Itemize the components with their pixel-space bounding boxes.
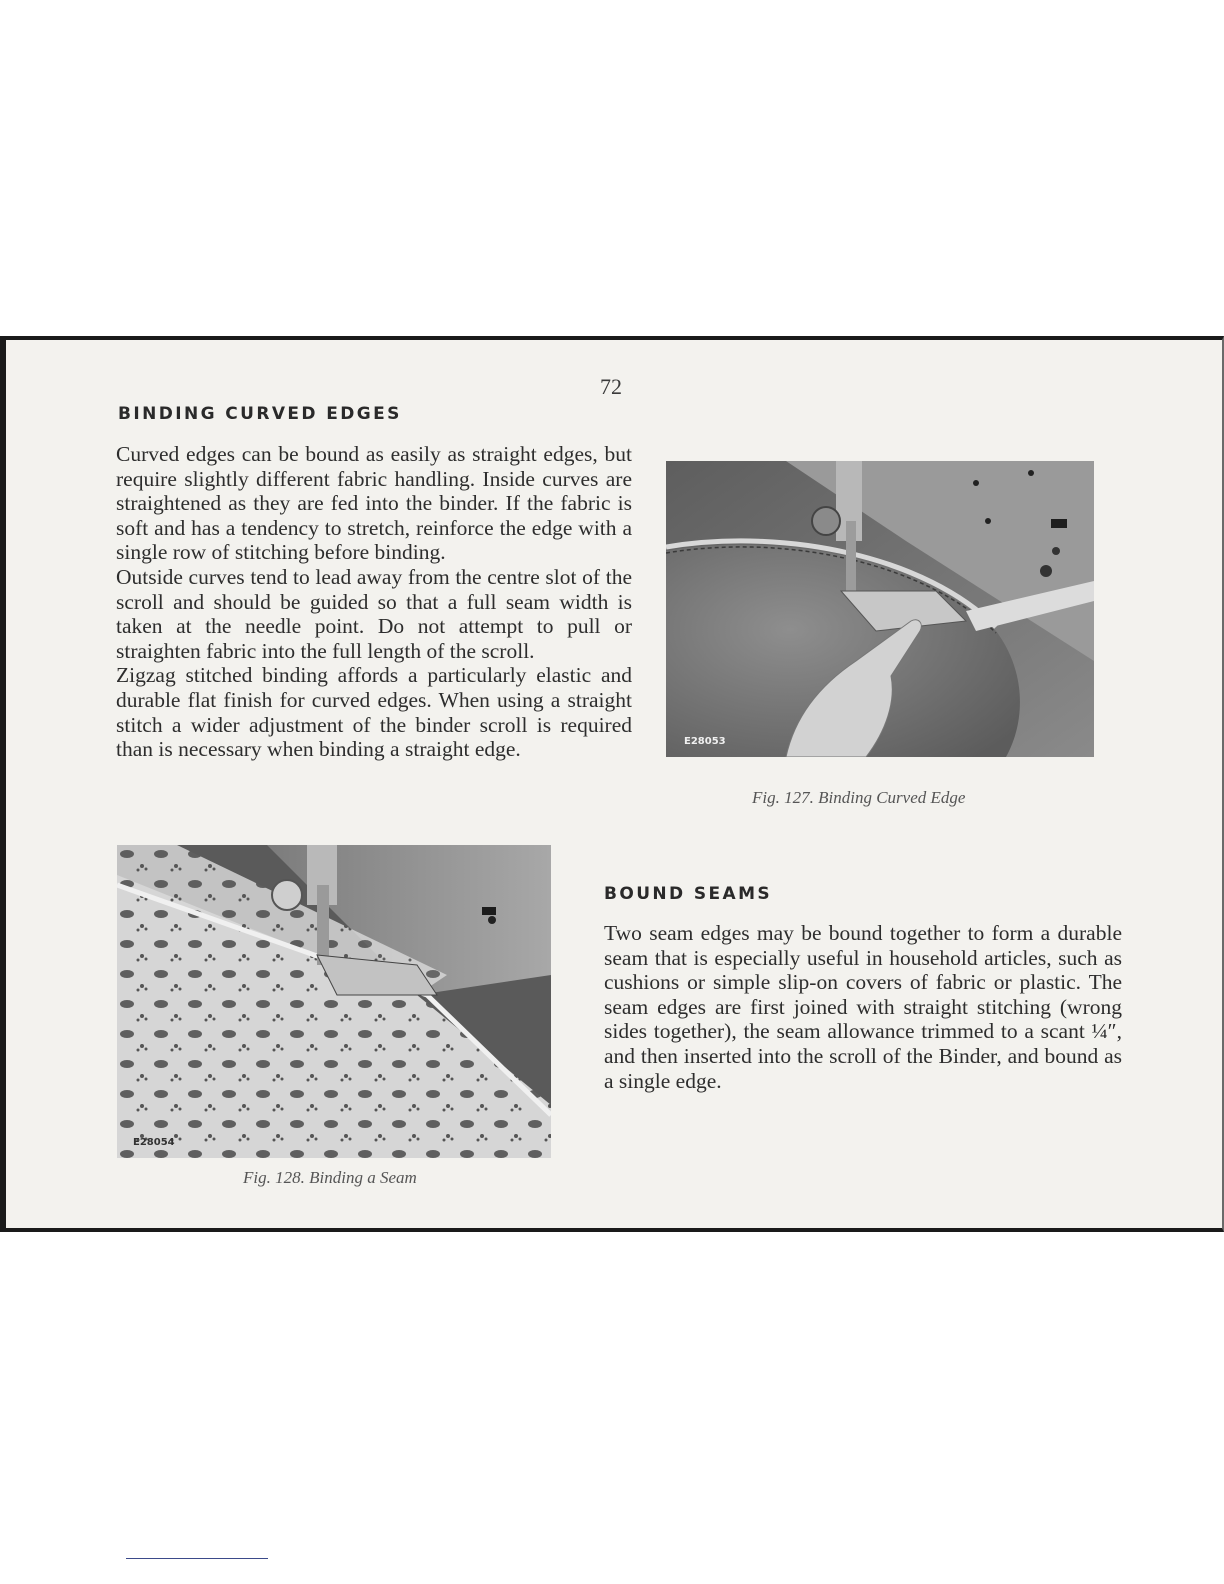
paragraph: Curved edges can be bound as easily as straight edges, but require slightly different fabric handling. Inside curves are straightened as they are fed into the binder. If the fabric is soft and has a tendency to stretch, reinforce the edge with a single row of stitching before binding. [116,442,632,565]
figure-128-plate-code: E28054 [133,1137,175,1148]
figure-128-photo [117,845,551,1158]
figure-127-photo [666,461,1094,757]
figure-128-caption: Fig. 128. Binding a Seam [243,1168,417,1187]
figure-127-image [666,461,1094,757]
figure-128-image [117,845,551,1158]
section-body-binding-curved-edges [116,442,632,762]
section-heading-binding-curved-edges: BINDING CURVED EDGES [118,404,402,424]
paragraph: Outside curves tend to lead away from the centre slot of the scroll and should be guided so that a full seam width is taken at the needle point. Do not attempt to pull or straighten fabric into the full length of the scroll. [116,564,632,663]
paragraph: Zigzag stitched binding affords a particularly elastic and durable flat finish for curved edges. When using a straight stitch a wider adjustment of the binder scroll is required than is necessary when binding a straight edge. [116,663,632,762]
footer-rule [126,1558,268,1559]
paragraph: Two seam edges may be bound together to form a durable seam that is especially useful in household articles, such as cushions or simple slip-on covers of fabric or plastic. The seam edges are first joined with straight stitching (wrong sides together), the seam allowance trimmed to a scant ¼″, and then inserted into the scroll of the Binder, and bound as a single edge. [604,921,1122,1093]
page-number: 72 [600,374,622,399]
figure-127-plate-code: E28053 [684,736,726,747]
section-heading-bound-seams: BOUND SEAMS [604,884,773,904]
section-body-bound-seams [604,921,1122,1093]
figure-127-caption: Fig. 127. Binding Curved Edge [752,788,966,807]
